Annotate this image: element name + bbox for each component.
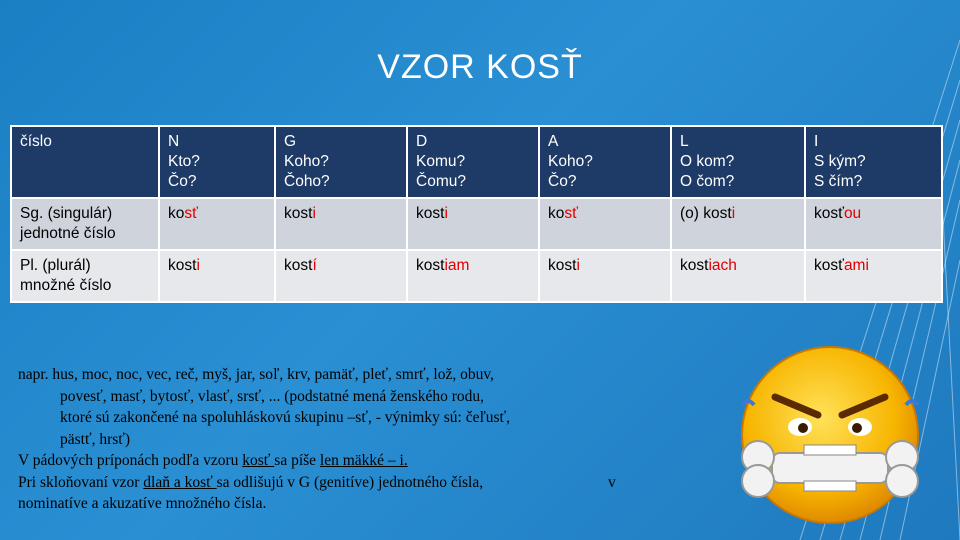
stem: (o) kost bbox=[680, 205, 732, 222]
header-cell bbox=[11, 126, 159, 198]
note-line: napr. hus, moc, noc, vec, reč, myš, jar, soľ, krv, pamäť, pleť, smrť, lož, obuv, bbox=[18, 366, 494, 383]
header-cell bbox=[159, 126, 275, 198]
page-title: VZOR KOSŤ bbox=[377, 48, 583, 86]
row-label-line: Pl. (plurál) bbox=[20, 257, 91, 274]
stem: ko bbox=[548, 205, 565, 222]
ending: í bbox=[312, 257, 317, 274]
declension-table bbox=[10, 125, 943, 303]
rule-line bbox=[18, 472, 638, 494]
case-cell bbox=[159, 198, 275, 250]
case-cell bbox=[539, 198, 671, 250]
case-cell bbox=[159, 250, 275, 302]
header-text: číslo bbox=[20, 133, 52, 150]
header-text: Koho? bbox=[284, 153, 329, 170]
note-line: nominatíve a akuzatíve množného čísla. bbox=[18, 495, 267, 512]
ending: iam bbox=[444, 257, 470, 274]
header-text: Čomu? bbox=[416, 173, 466, 190]
row-label bbox=[11, 250, 159, 302]
row-label-line: Sg. (singulár) bbox=[20, 205, 113, 222]
stem: kost bbox=[284, 205, 313, 222]
rule-underlined: dlaň a kosť bbox=[143, 473, 217, 491]
ending: sť bbox=[184, 205, 198, 222]
header-text: Čo? bbox=[168, 173, 197, 190]
stem: kosť bbox=[814, 257, 844, 274]
ending: i bbox=[731, 205, 736, 222]
header-text: Čoho? bbox=[284, 173, 330, 190]
stem: kost bbox=[284, 257, 313, 274]
ending: sť bbox=[564, 205, 578, 222]
stem: kost bbox=[680, 257, 709, 274]
ending: i bbox=[196, 257, 200, 274]
rule-text: v bbox=[608, 473, 616, 491]
header-text: Čo? bbox=[548, 173, 577, 190]
rule-line bbox=[18, 450, 638, 472]
ending: iach bbox=[708, 257, 737, 274]
rule-text: V pádových príponách podľa vzoru bbox=[18, 452, 243, 469]
examples-note bbox=[18, 364, 638, 515]
table-row-singular bbox=[11, 198, 942, 250]
header-text: S kým? bbox=[814, 153, 866, 170]
header-cell bbox=[407, 126, 539, 198]
rule-underlined: len mäkké – i. bbox=[319, 452, 408, 469]
stem: kost bbox=[168, 257, 197, 274]
header-cell bbox=[671, 126, 805, 198]
header-text: O čom? bbox=[680, 173, 735, 190]
header-text: I bbox=[814, 133, 819, 150]
rule-text: Pri skloňovaní vzor bbox=[18, 473, 144, 491]
header-text: A bbox=[548, 133, 559, 150]
rule-text: sa odlišujú v G (genitíve) jednotného čísla, bbox=[216, 473, 484, 491]
case-cell bbox=[805, 198, 942, 250]
header-text: Komu? bbox=[416, 153, 466, 170]
angry-emoji-with-bone-icon bbox=[730, 335, 930, 535]
header-text: Kto? bbox=[168, 153, 200, 170]
table-header-row bbox=[11, 126, 942, 198]
note-line: pästť, hrsť) bbox=[60, 430, 131, 448]
header-text: D bbox=[416, 133, 428, 150]
header-cell bbox=[805, 126, 942, 198]
case-cell bbox=[275, 198, 407, 250]
table-row-plural bbox=[11, 250, 942, 302]
ending: i bbox=[444, 205, 448, 222]
note-line: povesť, masť, bytosť, vlasť, srsť, ... (podstatné mená ženského rodu, bbox=[60, 387, 484, 405]
stem: kosť bbox=[814, 205, 844, 222]
stem: ko bbox=[168, 205, 185, 222]
header-cell bbox=[539, 126, 671, 198]
rule-text: sa píše bbox=[274, 452, 320, 469]
ending: i bbox=[576, 257, 580, 274]
ending: i bbox=[312, 205, 316, 222]
case-cell bbox=[671, 250, 805, 302]
case-cell bbox=[407, 198, 539, 250]
row-label-line: jednotné číslo bbox=[20, 225, 116, 242]
header-text: L bbox=[680, 133, 689, 150]
row-label bbox=[11, 198, 159, 250]
stem: kost bbox=[416, 257, 445, 274]
header-text: S čím? bbox=[814, 173, 863, 190]
header-cell bbox=[275, 126, 407, 198]
case-cell bbox=[805, 250, 942, 302]
case-cell bbox=[671, 198, 805, 250]
ending: ou bbox=[843, 205, 862, 222]
row-label-line: množné číslo bbox=[20, 277, 112, 294]
header-text: G bbox=[284, 133, 297, 150]
note-line: ktoré sú zakončené na spoluhláskovú skupinu –sť, - výnimky sú: čeľusť, bbox=[60, 409, 511, 426]
ending: ami bbox=[843, 257, 869, 274]
stem: kost bbox=[548, 257, 577, 274]
case-cell bbox=[275, 250, 407, 302]
header-text: N bbox=[168, 133, 180, 150]
header-text: Koho? bbox=[548, 153, 593, 170]
rule-underlined: kosť bbox=[242, 452, 275, 469]
case-cell bbox=[407, 250, 539, 302]
case-cell bbox=[539, 250, 671, 302]
stem: kost bbox=[416, 205, 445, 222]
header-text: O kom? bbox=[680, 153, 735, 170]
